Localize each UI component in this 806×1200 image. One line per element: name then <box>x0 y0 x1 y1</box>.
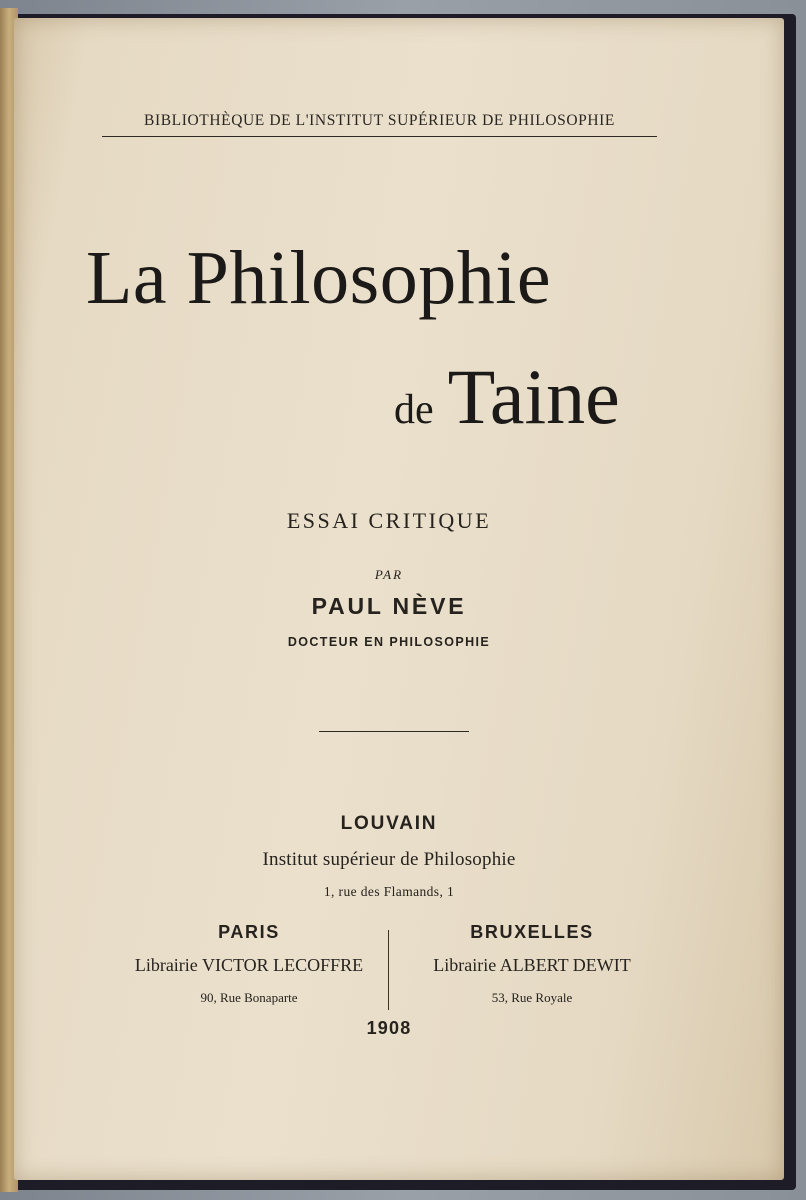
publisher-name: Librairie VICTOR LECOFFRE <box>134 955 364 975</box>
title-word-de: de <box>394 387 434 433</box>
by-label: PAR <box>374 567 404 582</box>
ornamental-rule <box>319 731 469 732</box>
title-page <box>14 18 784 1180</box>
imprint-address: 1, rue des Flamands, 1 <box>323 884 455 899</box>
imprint-institute: Institut supérieur de Philosophie <box>262 849 516 870</box>
publisher-paris <box>99 922 399 1006</box>
publisher-city: BRUXELLES <box>470 922 594 942</box>
publisher-bruxelles <box>382 922 682 1006</box>
publisher-address: 90, Rue Bonaparte <box>200 990 298 1005</box>
imprint-city: LOUVAIN <box>340 813 438 834</box>
book-subtitle: ESSAI CRITIQUE <box>286 508 492 533</box>
publisher-name: Librairie ALBERT DEWIT <box>433 955 631 975</box>
book-title-line-1: La Philosophie <box>86 236 552 320</box>
author-name: PAUL NÈVE <box>311 593 467 619</box>
publisher-city: PARIS <box>218 922 280 942</box>
publication-year: 1908 <box>366 1018 412 1038</box>
title-word-taine: Taine <box>447 353 620 440</box>
publisher-address: 53, Rue Royale <box>491 990 573 1005</box>
author-degree: DOCTEUR EN PHILOSOPHIE <box>287 635 491 649</box>
series-heading: BIBLIOTHÈQUE DE L'INSTITUT SUPÉRIEUR DE PHILOSOPHIE <box>102 112 657 137</box>
book-title-line-2 <box>394 353 620 440</box>
